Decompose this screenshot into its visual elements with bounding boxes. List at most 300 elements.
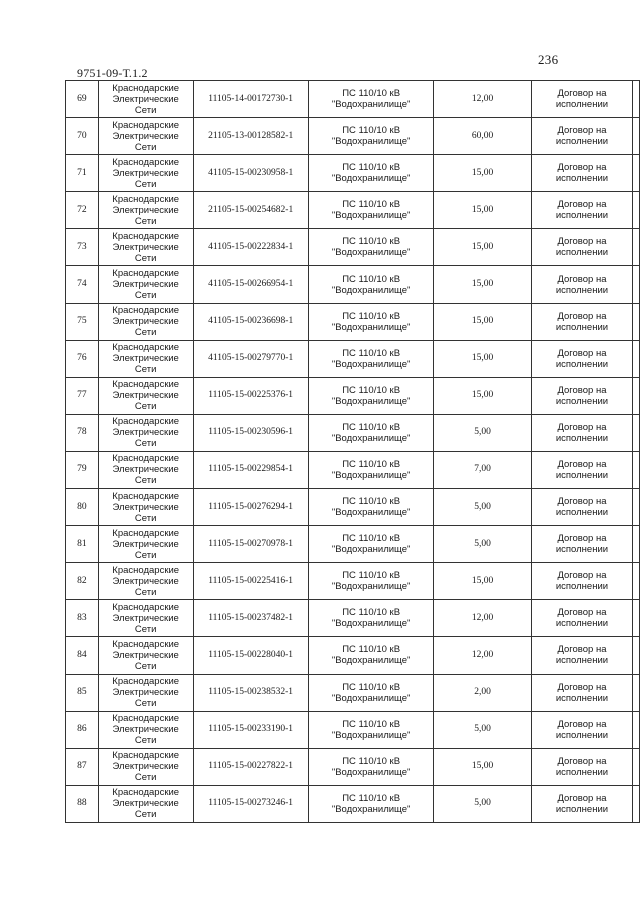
status-line: Договор на bbox=[557, 384, 607, 396]
status-cell bbox=[531, 377, 633, 414]
status-line: исполнении bbox=[555, 173, 609, 185]
application-code-cell: 41105-15-00279770-1 bbox=[193, 340, 308, 377]
substation-line: "Водохранилище" bbox=[331, 729, 411, 741]
application-code-cell: 41105-15-00236698-1 bbox=[193, 303, 308, 340]
table-row bbox=[66, 526, 640, 563]
status-cell bbox=[531, 414, 633, 451]
power-cell: 5,00 bbox=[434, 711, 531, 748]
trailing-cell bbox=[633, 711, 640, 748]
organization-line: Электрические bbox=[112, 279, 179, 291]
substation-line: ПС 110/10 кВ bbox=[342, 607, 401, 619]
substation-line: "Водохранилище" bbox=[331, 284, 411, 296]
row-number-cell: 80 bbox=[66, 489, 99, 526]
row-number-cell: 78 bbox=[66, 414, 99, 451]
organization-line: Сети bbox=[134, 141, 157, 153]
organization-line: Краснодарские bbox=[112, 676, 180, 688]
status-line: исполнении bbox=[555, 618, 609, 630]
power-cell: 15,00 bbox=[434, 192, 531, 229]
status-cell bbox=[531, 118, 633, 155]
power-cell: 15,00 bbox=[434, 155, 531, 192]
row-number-cell: 87 bbox=[66, 748, 99, 785]
status-line: исполнении bbox=[555, 692, 609, 704]
application-code-cell: 21105-15-00254682-1 bbox=[193, 192, 308, 229]
row-number-cell: 81 bbox=[66, 526, 99, 563]
organization-line: Электрические bbox=[112, 501, 179, 513]
status-cell bbox=[531, 563, 633, 600]
substation-line: ПС 110/10 кВ bbox=[342, 384, 401, 396]
substation-cell bbox=[308, 711, 434, 748]
organization-line: Краснодарские bbox=[112, 268, 180, 280]
substation-cell bbox=[308, 563, 434, 600]
substation-cell bbox=[308, 303, 434, 340]
table-body bbox=[66, 81, 640, 823]
power-cell: 12,00 bbox=[434, 600, 531, 637]
status-line: исполнении bbox=[555, 247, 609, 259]
power-cell: 15,00 bbox=[434, 229, 531, 266]
status-line: исполнении bbox=[555, 544, 609, 556]
organization-line: Электрические bbox=[112, 167, 179, 179]
substation-line: ПС 110/10 кВ bbox=[342, 347, 401, 359]
table-row bbox=[66, 192, 640, 229]
organization-cell bbox=[98, 377, 193, 414]
power-cell: 15,00 bbox=[434, 266, 531, 303]
substation-line: "Водохранилище" bbox=[331, 321, 411, 333]
status-line: Договор на bbox=[557, 718, 607, 730]
status-line: Договор на bbox=[557, 199, 607, 211]
row-number-cell: 73 bbox=[66, 229, 99, 266]
status-line: Договор на bbox=[557, 310, 607, 322]
organization-line: Краснодарские bbox=[112, 750, 180, 762]
organization-line: Краснодарские bbox=[112, 119, 180, 131]
status-line: исполнении bbox=[555, 729, 609, 741]
status-line: исполнении bbox=[555, 469, 609, 481]
substation-line: ПС 110/10 кВ bbox=[342, 681, 401, 693]
organization-line: Краснодарские bbox=[112, 193, 180, 205]
power-cell: 15,00 bbox=[434, 377, 531, 414]
organization-line: Сети bbox=[134, 215, 157, 227]
status-cell bbox=[531, 192, 633, 229]
organization-cell bbox=[98, 303, 193, 340]
row-number-cell: 71 bbox=[66, 155, 99, 192]
substation-cell bbox=[308, 155, 434, 192]
trailing-cell bbox=[633, 451, 640, 488]
row-number-cell: 70 bbox=[66, 118, 99, 155]
organization-cell bbox=[98, 563, 193, 600]
trailing-cell bbox=[633, 674, 640, 711]
organization-line: Краснодарские bbox=[112, 601, 180, 613]
status-cell bbox=[531, 526, 633, 563]
status-line: Договор на bbox=[557, 88, 607, 100]
organization-line: Краснодарские bbox=[112, 564, 180, 576]
status-line: исполнении bbox=[555, 321, 609, 333]
trailing-cell bbox=[633, 748, 640, 785]
status-cell bbox=[531, 637, 633, 674]
application-code-cell: 11105-15-00230596-1 bbox=[193, 414, 308, 451]
organization-cell bbox=[98, 414, 193, 451]
status-cell bbox=[531, 451, 633, 488]
power-cell: 5,00 bbox=[434, 785, 531, 822]
status-line: Договор на bbox=[557, 644, 607, 656]
row-number-cell: 74 bbox=[66, 266, 99, 303]
trailing-cell bbox=[633, 340, 640, 377]
table-row bbox=[66, 674, 640, 711]
status-line: исполнении bbox=[555, 358, 609, 370]
table-row bbox=[66, 118, 640, 155]
organization-cell bbox=[98, 192, 193, 229]
trailing-cell bbox=[633, 81, 640, 118]
status-line: исполнении bbox=[555, 432, 609, 444]
trailing-cell bbox=[633, 526, 640, 563]
substation-line: "Водохранилище" bbox=[331, 803, 411, 815]
organization-line: Электрические bbox=[112, 798, 179, 810]
organization-line: Сети bbox=[134, 475, 157, 487]
application-code-cell: 11105-15-00225416-1 bbox=[193, 563, 308, 600]
row-number-cell: 79 bbox=[66, 451, 99, 488]
organization-line: Краснодарские bbox=[112, 787, 180, 799]
organization-line: Краснодарские bbox=[112, 230, 180, 242]
substation-line: ПС 110/10 кВ bbox=[342, 310, 401, 322]
trailing-cell bbox=[633, 563, 640, 600]
organization-line: Сети bbox=[134, 809, 157, 821]
substation-cell bbox=[308, 674, 434, 711]
organization-line: Краснодарские bbox=[112, 416, 180, 428]
organization-line: Сети bbox=[134, 735, 157, 747]
status-cell bbox=[531, 489, 633, 526]
application-code-cell: 11105-15-00270978-1 bbox=[193, 526, 308, 563]
table-row bbox=[66, 377, 640, 414]
trailing-cell bbox=[633, 118, 640, 155]
table-row bbox=[66, 785, 640, 822]
organization-line: Краснодарские bbox=[112, 342, 180, 354]
status-line: Договор на bbox=[557, 755, 607, 767]
power-cell: 15,00 bbox=[434, 303, 531, 340]
organization-cell bbox=[98, 229, 193, 266]
status-cell bbox=[531, 81, 633, 118]
status-line: Договор на bbox=[557, 681, 607, 693]
organization-line: Электрические bbox=[112, 241, 179, 253]
trailing-cell bbox=[633, 192, 640, 229]
trailing-cell bbox=[633, 266, 640, 303]
organization-line: Краснодарские bbox=[112, 638, 180, 650]
trailing-cell bbox=[633, 785, 640, 822]
organization-line: Сети bbox=[134, 549, 157, 561]
row-number-cell: 77 bbox=[66, 377, 99, 414]
status-line: Договор на bbox=[557, 570, 607, 582]
application-code-cell: 41105-15-00266954-1 bbox=[193, 266, 308, 303]
substation-cell bbox=[308, 266, 434, 303]
substation-line: ПС 110/10 кВ bbox=[342, 162, 401, 174]
table-row bbox=[66, 81, 640, 118]
status-line: Договор на bbox=[557, 162, 607, 174]
status-cell bbox=[531, 674, 633, 711]
trailing-cell bbox=[633, 414, 640, 451]
trailing-cell bbox=[633, 303, 640, 340]
status-cell bbox=[531, 711, 633, 748]
substation-line: "Водохранилище" bbox=[331, 358, 411, 370]
row-number-cell: 83 bbox=[66, 600, 99, 637]
substation-cell bbox=[308, 340, 434, 377]
status-line: исполнении bbox=[555, 284, 609, 296]
table-row bbox=[66, 303, 640, 340]
substation-line: ПС 110/10 кВ bbox=[342, 496, 401, 508]
status-line: Договор на bbox=[557, 273, 607, 285]
substation-line: "Водохранилище" bbox=[331, 210, 411, 222]
organization-cell bbox=[98, 674, 193, 711]
status-cell bbox=[531, 785, 633, 822]
organization-line: Сети bbox=[134, 252, 157, 264]
connection-contracts-table bbox=[65, 80, 640, 823]
trailing-cell bbox=[633, 637, 640, 674]
table-row bbox=[66, 748, 640, 785]
table-row bbox=[66, 340, 640, 377]
organization-line: Краснодарские bbox=[112, 82, 180, 94]
power-cell: 12,00 bbox=[434, 637, 531, 674]
organization-line: Сети bbox=[134, 586, 157, 598]
substation-line: ПС 110/10 кВ bbox=[342, 125, 401, 137]
substation-line: ПС 110/10 кВ bbox=[342, 421, 401, 433]
trailing-cell bbox=[633, 600, 640, 637]
substation-line: ПС 110/10 кВ bbox=[342, 533, 401, 545]
status-line: Договор на bbox=[557, 533, 607, 545]
row-number-cell: 69 bbox=[66, 81, 99, 118]
trailing-cell bbox=[633, 489, 640, 526]
substation-cell bbox=[308, 748, 434, 785]
status-line: исполнении bbox=[555, 395, 609, 407]
document-code: 9751-09-Т.1.2 bbox=[77, 66, 148, 80]
power-cell: 15,00 bbox=[434, 563, 531, 600]
substation-cell bbox=[308, 377, 434, 414]
power-cell: 15,00 bbox=[434, 340, 531, 377]
status-cell bbox=[531, 748, 633, 785]
organization-cell bbox=[98, 451, 193, 488]
status-cell bbox=[531, 155, 633, 192]
substation-line: ПС 110/10 кВ bbox=[342, 458, 401, 470]
organization-line: Электрические bbox=[112, 390, 179, 402]
row-number-cell: 76 bbox=[66, 340, 99, 377]
status-line: исполнении bbox=[555, 136, 609, 148]
table-row bbox=[66, 266, 640, 303]
status-cell bbox=[531, 600, 633, 637]
substation-cell bbox=[308, 118, 434, 155]
row-number-cell: 75 bbox=[66, 303, 99, 340]
power-cell: 5,00 bbox=[434, 414, 531, 451]
organization-line: Электрические bbox=[112, 130, 179, 142]
substation-line: "Водохранилище" bbox=[331, 507, 411, 519]
substation-line: ПС 110/10 кВ bbox=[342, 792, 401, 804]
organization-line: Краснодарские bbox=[112, 156, 180, 168]
organization-cell bbox=[98, 748, 193, 785]
substation-line: "Водохранилище" bbox=[331, 766, 411, 778]
organization-line: Электрические bbox=[112, 612, 179, 624]
organization-line: Электрические bbox=[112, 724, 179, 736]
organization-line: Электрические bbox=[112, 204, 179, 216]
organization-line: Электрические bbox=[112, 649, 179, 661]
organization-line: Сети bbox=[134, 178, 157, 190]
organization-line: Сети bbox=[134, 660, 157, 672]
row-number-cell: 88 bbox=[66, 785, 99, 822]
status-cell bbox=[531, 303, 633, 340]
organization-line: Электрические bbox=[112, 575, 179, 587]
substation-line: "Водохранилище" bbox=[331, 395, 411, 407]
organization-line: Электрические bbox=[112, 93, 179, 105]
organization-line: Сети bbox=[134, 401, 157, 413]
organization-line: Электрические bbox=[112, 353, 179, 365]
organization-line: Электрические bbox=[112, 427, 179, 439]
organization-cell bbox=[98, 489, 193, 526]
substation-line: ПС 110/10 кВ bbox=[342, 199, 401, 211]
organization-cell bbox=[98, 340, 193, 377]
status-line: Договор на bbox=[557, 347, 607, 359]
substation-line: "Водохранилище" bbox=[331, 173, 411, 185]
power-cell: 5,00 bbox=[434, 526, 531, 563]
organization-line: Электрические bbox=[112, 464, 179, 476]
application-code-cell: 11105-15-00276294-1 bbox=[193, 489, 308, 526]
row-number-cell: 85 bbox=[66, 674, 99, 711]
organization-line: Краснодарские bbox=[112, 490, 180, 502]
substation-cell bbox=[308, 526, 434, 563]
trailing-cell bbox=[633, 155, 640, 192]
substation-line: "Водохранилище" bbox=[331, 544, 411, 556]
status-line: исполнении bbox=[555, 766, 609, 778]
status-line: исполнении bbox=[555, 803, 609, 815]
substation-cell bbox=[308, 451, 434, 488]
status-cell bbox=[531, 229, 633, 266]
power-cell: 60,00 bbox=[434, 118, 531, 155]
application-code-cell: 41105-15-00222834-1 bbox=[193, 229, 308, 266]
substation-cell bbox=[308, 81, 434, 118]
substation-cell bbox=[308, 637, 434, 674]
organization-line: Сети bbox=[134, 327, 157, 339]
organization-cell bbox=[98, 600, 193, 637]
row-number-cell: 84 bbox=[66, 637, 99, 674]
organization-line: Сети bbox=[134, 623, 157, 635]
organization-cell bbox=[98, 81, 193, 118]
substation-line: "Водохранилище" bbox=[331, 692, 411, 704]
application-code-cell: 11105-15-00273246-1 bbox=[193, 785, 308, 822]
table-row bbox=[66, 489, 640, 526]
table-row bbox=[66, 563, 640, 600]
table-row bbox=[66, 637, 640, 674]
status-line: Договор на bbox=[557, 496, 607, 508]
power-cell: 5,00 bbox=[434, 489, 531, 526]
row-number-cell: 86 bbox=[66, 711, 99, 748]
substation-line: ПС 110/10 кВ bbox=[342, 236, 401, 248]
table-row bbox=[66, 414, 640, 451]
row-number-cell: 82 bbox=[66, 563, 99, 600]
application-code-cell: 11105-15-00225376-1 bbox=[193, 377, 308, 414]
substation-cell bbox=[308, 229, 434, 266]
status-line: Договор на bbox=[557, 236, 607, 248]
status-line: исполнении bbox=[555, 655, 609, 667]
status-line: Договор на bbox=[557, 607, 607, 619]
trailing-cell bbox=[633, 229, 640, 266]
application-code-cell: 11105-15-00227822-1 bbox=[193, 748, 308, 785]
substation-cell bbox=[308, 192, 434, 229]
table-row bbox=[66, 451, 640, 488]
substation-line: "Водохранилище" bbox=[331, 247, 411, 259]
table-row bbox=[66, 711, 640, 748]
organization-line: Сети bbox=[134, 290, 157, 302]
organization-line: Краснодарские bbox=[112, 379, 180, 391]
status-line: исполнении bbox=[555, 581, 609, 593]
substation-line: "Водохранилище" bbox=[331, 618, 411, 630]
page-number: 236 bbox=[538, 52, 559, 67]
substation-cell bbox=[308, 414, 434, 451]
organization-cell bbox=[98, 266, 193, 303]
substation-line: "Водохранилище" bbox=[331, 469, 411, 481]
table-row bbox=[66, 600, 640, 637]
status-line: исполнении bbox=[555, 507, 609, 519]
organization-cell bbox=[98, 118, 193, 155]
table-row bbox=[66, 229, 640, 266]
status-cell bbox=[531, 266, 633, 303]
organization-line: Сети bbox=[134, 438, 157, 450]
status-line: Договор на bbox=[557, 458, 607, 470]
application-code-cell: 11105-15-00228040-1 bbox=[193, 637, 308, 674]
substation-cell bbox=[308, 489, 434, 526]
row-number-cell: 72 bbox=[66, 192, 99, 229]
status-cell bbox=[531, 340, 633, 377]
application-code-cell: 11105-15-00233190-1 bbox=[193, 711, 308, 748]
organization-line: Сети bbox=[134, 772, 157, 784]
organization-cell bbox=[98, 711, 193, 748]
power-cell: 15,00 bbox=[434, 748, 531, 785]
status-line: Договор на bbox=[557, 125, 607, 137]
power-cell: 12,00 bbox=[434, 81, 531, 118]
substation-line: "Водохранилище" bbox=[331, 99, 411, 111]
organization-line: Электрические bbox=[112, 761, 179, 773]
status-line: Договор на bbox=[557, 421, 607, 433]
organization-line: Краснодарские bbox=[112, 527, 180, 539]
substation-line: ПС 110/10 кВ bbox=[342, 273, 401, 285]
organization-line: Сети bbox=[134, 512, 157, 524]
organization-line: Электрические bbox=[112, 316, 179, 328]
substation-line: "Водохранилище" bbox=[331, 432, 411, 444]
organization-cell bbox=[98, 155, 193, 192]
substation-cell bbox=[308, 785, 434, 822]
organization-line: Краснодарские bbox=[112, 453, 180, 465]
organization-line: Электрические bbox=[112, 687, 179, 699]
application-code-cell: 21105-13-00128582-1 bbox=[193, 118, 308, 155]
organization-line: Сети bbox=[134, 104, 157, 116]
trailing-cell bbox=[633, 377, 640, 414]
organization-line: Сети bbox=[134, 364, 157, 376]
status-line: Договор на bbox=[557, 792, 607, 804]
substation-line: ПС 110/10 кВ bbox=[342, 570, 401, 582]
organization-line: Сети bbox=[134, 698, 157, 710]
application-code-cell: 11105-14-00172730-1 bbox=[193, 81, 308, 118]
table-row bbox=[66, 155, 640, 192]
substation-line: ПС 110/10 кВ bbox=[342, 644, 401, 656]
substation-cell bbox=[308, 600, 434, 637]
substation-line: ПС 110/10 кВ bbox=[342, 755, 401, 767]
organization-cell bbox=[98, 526, 193, 563]
application-code-cell: 11105-15-00238532-1 bbox=[193, 674, 308, 711]
substation-line: "Водохранилище" bbox=[331, 581, 411, 593]
application-code-cell: 41105-15-00230958-1 bbox=[193, 155, 308, 192]
organization-cell bbox=[98, 785, 193, 822]
substation-line: "Водохранилище" bbox=[331, 136, 411, 148]
organization-cell bbox=[98, 637, 193, 674]
application-code-cell: 11105-15-00229854-1 bbox=[193, 451, 308, 488]
power-cell: 7,00 bbox=[434, 451, 531, 488]
application-code-cell: 11105-15-00237482-1 bbox=[193, 600, 308, 637]
status-line: исполнении bbox=[555, 99, 609, 111]
organization-line: Электрические bbox=[112, 538, 179, 550]
substation-line: ПС 110/10 кВ bbox=[342, 88, 401, 100]
power-cell: 2,00 bbox=[434, 674, 531, 711]
organization-line: Краснодарские bbox=[112, 305, 180, 317]
